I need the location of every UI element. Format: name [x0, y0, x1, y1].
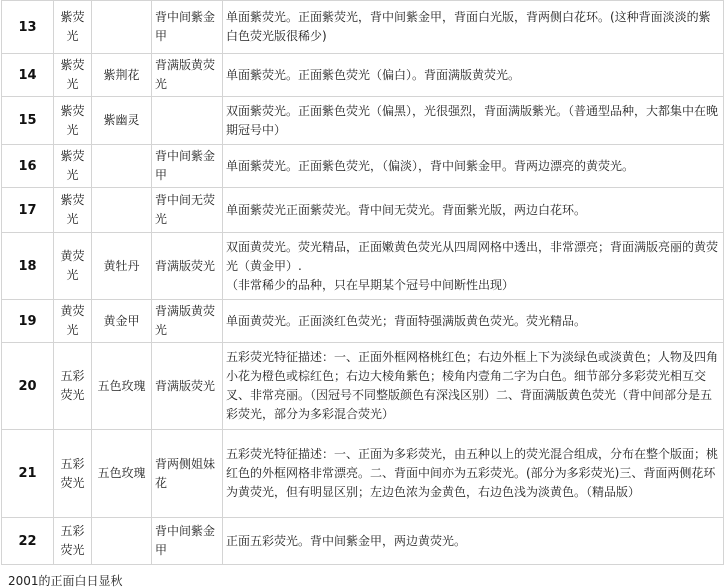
description: 单面紫荧光。正面紫荧光，背中间紫金甲，背面白光版，背两侧白花环。(这种背面淡淡的紫白色荧光版很稀少) [223, 1, 724, 54]
description: 单面黄荧光。正面淡红色荧光；背面特强满版黄色荧光。荧光精品。 [223, 300, 724, 343]
row-number: 17 [2, 188, 54, 233]
row-number: 15 [2, 97, 54, 145]
variety-nickname: 紫荆花 [92, 54, 152, 97]
row-number: 16 [2, 145, 54, 188]
description: 单面紫荧光。正面紫色荧光，（偏淡），背中间紫金甲。背两边漂亮的黄荧光。 [223, 145, 724, 188]
fluorescence-color: 紫荧光 [54, 1, 92, 54]
description: 五彩荧光特征描述：一、正面为多彩荧光，由五种以上的荧光混合组成，分布在整个版面；桃红色的外框网格非常漂亮。二、背面中间亦为五彩荧光。(部分为多彩荧光)三、背面两侧花环为黄荧光，但有明显区别；左边色浓为金黄色，右边色浅为淡黄色。（精品版） [223, 430, 724, 518]
fluorescence-color: 五彩荧光 [54, 343, 92, 430]
fluorescence-color: 紫荧光 [54, 145, 92, 188]
back-feature: 背中间紫金甲 [152, 145, 223, 188]
back-feature: 背两侧姐妹花 [152, 430, 223, 518]
fluorescence-color: 五彩荧光 [54, 518, 92, 565]
variety-nickname: 黄金甲 [92, 300, 152, 343]
fluorescence-color: 紫荧光 [54, 188, 92, 233]
back-feature: 背满版黄荧光 [152, 54, 223, 97]
fluorescence-variety-table [1, 0, 724, 565]
variety-nickname [92, 518, 152, 565]
description: 双面紫荧光。正面紫色荧光（偏黑），光很强烈，背面满版紫光。（普通型品种，大都集中在晚期冠号中） [223, 97, 724, 145]
description: 单面紫荧光正面紫荧光。背中间无荧光。背面紫光版，两边白花环。 [223, 188, 724, 233]
row-number: 21 [2, 430, 54, 518]
back-feature [152, 97, 223, 145]
back-feature: 背满版荧光 [152, 233, 223, 300]
variety-nickname: 紫幽灵 [92, 97, 152, 145]
fluorescence-color: 黄荧光 [54, 233, 92, 300]
table-row [2, 145, 724, 188]
variety-nickname: 五色玫瑰 [92, 343, 152, 430]
back-feature: 背满版黄荧光 [152, 300, 223, 343]
table-row [2, 233, 724, 300]
back-feature: 背满版荧光 [152, 343, 223, 430]
fluorescence-color: 紫荧光 [54, 54, 92, 97]
description: 正面五彩荧光。背中间紫金甲，两边黄荧光。 [223, 518, 724, 565]
table-row [2, 343, 724, 430]
row-number: 20 [2, 343, 54, 430]
description: 双面黄荧光。荧光精品，正面嫩黄色荧光从四周网格中透出，非常漂亮；背面满版亮丽的黄荧光（黄金甲）. （非常稀少的品种，只在早期某个冠号中间断性出现） [223, 233, 724, 300]
row-number: 19 [2, 300, 54, 343]
table-row [2, 430, 724, 518]
variety-nickname [92, 188, 152, 233]
table-row [2, 1, 724, 54]
table-row [2, 518, 724, 565]
table-row [2, 188, 724, 233]
table-row [2, 300, 724, 343]
variety-nickname [92, 145, 152, 188]
back-feature: 背中间紫金甲 [152, 1, 223, 54]
variety-nickname: 黄牡丹 [92, 233, 152, 300]
back-feature: 背中间紫金甲 [152, 518, 223, 565]
row-number: 14 [2, 54, 54, 97]
table-row [2, 97, 724, 145]
next-paragraph-fragment: 2001的正面白日显秋 [8, 574, 123, 588]
fluorescence-color: 黄荧光 [54, 300, 92, 343]
row-number: 13 [2, 1, 54, 54]
back-feature: 背中间无荧光 [152, 188, 223, 233]
variety-nickname [92, 1, 152, 54]
table-row [2, 54, 724, 97]
description: 单面紫荧光。正面紫色荧光（偏白）。背面满版黄荧光。 [223, 54, 724, 97]
fluorescence-color: 紫荧光 [54, 97, 92, 145]
table-body [2, 1, 724, 565]
row-number: 18 [2, 233, 54, 300]
fluorescence-color: 五彩荧光 [54, 430, 92, 518]
description: 五彩荧光特征描述：一、正面外框网格桃红色；右边外框上下为淡绿色或淡黄色；人物及四角小花为橙色或棕红色；右边大棱角紫色；棱角内壹角二字为白色。细节部分多彩荧光相互交叉、非常亮丽。（因冠号不同整版颜色有深浅区别）二、背面满版黄色荧光（背中间部分是五彩荧光，部分为多彩混合荧光） [223, 343, 724, 430]
variety-nickname: 五色玫瑰 [92, 430, 152, 518]
row-number: 22 [2, 518, 54, 565]
